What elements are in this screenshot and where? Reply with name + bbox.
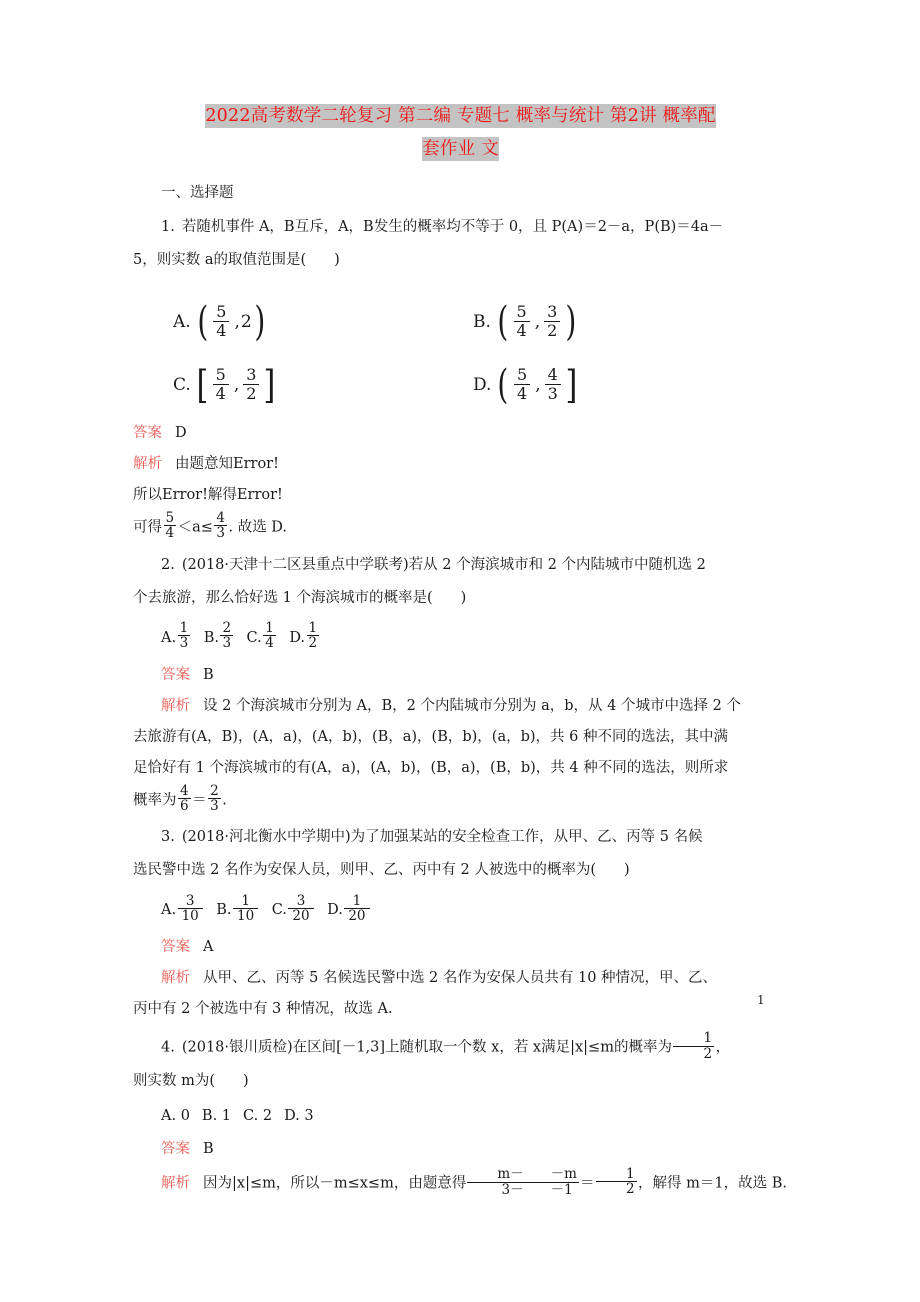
option-fraction-2: $\frac{4}{3}$: [545, 366, 561, 403]
analysis-label: 解析: [161, 970, 190, 987]
option-fraction: $\frac{1}{20}$: [344, 894, 369, 924]
page-title-line-2: 套作业 文: [422, 139, 499, 159]
answer-value: B: [203, 1140, 214, 1157]
option-tag: A.: [161, 902, 177, 919]
question-1-number: 1.: [161, 219, 175, 235]
answer-label: 答案: [161, 939, 190, 956]
question-1-stem: [133, 212, 788, 243]
analysis-final-prefix: 概率为: [133, 792, 177, 809]
question-4-stem-line-1a: (2018·银川质检)在区间[－1,3]上随机取一个数 x，若 x满足|x|≤m的概率为: [181, 1039, 672, 1056]
question-2-stem-line-2-wrap: [133, 583, 788, 614]
question-3-answer: [133, 932, 788, 963]
question-2-option-B[interactable]: [203, 620, 235, 652]
question-4-stem-line-2: 则实数 m为(: [133, 1072, 216, 1089]
option-tag: A.: [161, 629, 177, 646]
question-2-stem-paren-close: ): [460, 589, 467, 606]
question-2-option-C[interactable]: [246, 620, 278, 652]
answer-value: B: [203, 666, 214, 683]
question-3-stem-line-1: (2018·河北衡水中学期中)为了加强某站的安全检查工作，从甲、乙、丙等 5 名候: [181, 829, 703, 846]
question-4-stem: [133, 1031, 788, 1064]
question-2-analysis-line-3: [133, 753, 788, 784]
option-fraction: $\frac{3}{10}$: [178, 894, 203, 924]
option-tag: B.: [216, 902, 232, 919]
question-1-options-row-2: [173, 353, 788, 416]
option-tag: D.: [473, 374, 492, 395]
question-4-analysis: [133, 1167, 788, 1200]
question-3-options: [133, 890, 788, 930]
question-1-stem-line-2-wrap: [133, 245, 788, 276]
analysis-text: 从甲、乙、丙等 5 名候选民警中选 2 名作为安保人员共有 10 种情况，甲、乙、: [203, 970, 718, 987]
option-fraction: $\frac{1}{3}$: [179, 620, 189, 652]
option-tag: B.: [203, 629, 219, 646]
analysis-equals: ＝: [579, 1175, 595, 1192]
option-fraction-1: $\frac{5}{4}$: [213, 366, 229, 403]
analysis-text: 因为|x|≤m，所以－m≤x≤m，由题意得: [203, 1175, 467, 1192]
question-3-option-D[interactable]: [327, 892, 371, 924]
question-1-option-A[interactable]: A. ( $\frac{5}{4}$ , 2 ): [173, 298, 265, 345]
option-fraction: $\frac{1}{2}$: [308, 620, 318, 652]
option-fraction: $\frac{3}{20}$: [288, 894, 313, 924]
analysis-final-mid: ＝: [192, 792, 207, 809]
question-3-analysis-line-2: [133, 994, 788, 1025]
analysis-text: 丙中有 2 个被选中有 3 种情况，故选 A.: [133, 1001, 393, 1018]
analysis-label: 解析: [133, 456, 162, 472]
question-1-analysis-line-2: [133, 480, 788, 511]
option-tag: A.: [173, 311, 191, 332]
question-1-option-D[interactable]: D. ( $\frac{5}{4}$ , $\frac{4}{3}$ ]: [473, 361, 578, 408]
analysis-final-suffix: . 故选 D.: [228, 519, 288, 536]
option-comma: ,: [234, 311, 240, 332]
question-2-number: 2.: [161, 556, 175, 573]
option-fraction-2: $\frac{3}{2}$: [243, 366, 259, 403]
question-4-stem-line-2-wrap: [133, 1066, 788, 1097]
analysis-text: 去旅游有(A，B)，(A，a)，(A，b)，(B，a)，(B，b)，(a，b)，共 6 种不同的选法，其中满: [133, 728, 728, 745]
question-4-option-D[interactable]: D. 3: [284, 1107, 314, 1124]
analysis-fraction-2: $\frac{1}{2}$: [596, 1167, 637, 1197]
option-tag: C.: [173, 374, 191, 395]
analysis-text: 所以Error!解得Error!: [133, 487, 283, 503]
option-fraction-1: $\frac{5}{4}$: [514, 366, 530, 403]
analysis-fraction-1: $\frac{4}{6}$: [180, 782, 189, 814]
question-3-option-C[interactable]: [271, 892, 315, 924]
question-1-option-C[interactable]: C. [ $\frac{5}{4}$ , $\frac{3}{2}$ ]: [173, 362, 276, 407]
analysis-final-suffix: .: [222, 792, 227, 809]
question-2-options: [133, 618, 788, 658]
analysis-fraction-2: $\frac{2}{3}$: [210, 782, 219, 814]
question-2-stem: [133, 550, 788, 581]
question-3-option-B[interactable]: [216, 892, 259, 924]
analysis-text: 足恰好有 1 个海滨城市的有(A，a)，(A，b)，(B，a)，(B，b)，共 4 种不同的选法，则所求: [133, 759, 729, 776]
analysis-text: 由题意知Error!: [175, 456, 279, 472]
answer-label: 答案: [161, 1140, 190, 1157]
analysis-suffix: ，解得 m＝1，故选 B.: [638, 1175, 787, 1192]
option-tag: B.: [473, 311, 491, 332]
page-title-line-1: 2022高考数学二轮复习 第二编 专题七 概率与统计 第2讲 概率配: [205, 106, 716, 126]
answer-label: 答案: [133, 425, 162, 441]
option-fraction-1: $\frac{5}{4}$: [213, 303, 229, 340]
option-value-2: 2: [240, 311, 252, 332]
option-tag: D.: [289, 629, 306, 646]
question-2-option-D[interactable]: [289, 620, 320, 652]
question-1-options: [133, 290, 788, 416]
question-1-stem-paren-close: ): [334, 252, 340, 268]
option-fraction: $\frac{2}{3}$: [222, 620, 232, 652]
option-comma: ,: [535, 374, 541, 395]
option-tag: D.: [327, 902, 343, 919]
question-2-analysis-final: [133, 784, 788, 817]
answer-value: A: [203, 939, 214, 956]
question-4-stem-paren-close: ): [243, 1072, 249, 1089]
document-content: [133, 100, 788, 1200]
question-3-option-A[interactable]: [161, 892, 204, 924]
option-tag: C.: [271, 902, 287, 919]
question-2-option-A[interactable]: [161, 620, 192, 652]
question-4-option-B[interactable]: B. 1: [201, 1107, 232, 1124]
question-1-analysis-final: [133, 511, 788, 544]
question-4-answer: [133, 1134, 788, 1165]
analysis-text: 设 2 个海滨城市分别为 A，B，2 个内陆城市分别为 a，b，从 4 个城市中选择 2 个: [203, 697, 741, 714]
analysis-final-prefix: 可得: [133, 519, 162, 536]
question-1-stem-line-1: 若随机事件 A，B互斥，A，B发生的概率均不等于 0，且 P(A)＝2－a，P(B)＝4a－: [181, 219, 724, 235]
question-3-stem-line-2: 选民警中选 2 名作为安保人员，则甲、乙、丙中有 2 人被选中的概率为(: [133, 862, 597, 879]
question-2-stem-line-1: (2018·天津十二区县重点中学联考)若从 2 个海滨城市和 2 个内陆城市中随机选 2: [181, 556, 706, 573]
question-3-analysis-line-1: [133, 963, 788, 994]
question-3-stem: [133, 822, 788, 853]
option-comma: ,: [534, 311, 541, 332]
question-1-option-B[interactable]: B. ( $\frac{5}{4}$ , $\frac{3}{2}$ ): [473, 298, 577, 345]
question-4-probability-fraction: $\frac{1}{2}$: [673, 1031, 714, 1061]
option-fraction: $\frac{1}{10}$: [233, 894, 258, 924]
question-4-option-A[interactable]: A. 0: [161, 1107, 190, 1124]
analysis-fraction-2: $\frac{4}{3}$: [216, 510, 225, 542]
section-heading: 一、选择题: [161, 185, 234, 201]
analysis-label: 解析: [161, 697, 190, 714]
question-2-analysis-line-1: [133, 691, 788, 722]
question-1-answer: [133, 418, 788, 449]
question-4-stem-line-1b: ，: [715, 1039, 731, 1056]
question-4-option-C[interactable]: C. 2: [243, 1107, 273, 1124]
answer-value: D: [175, 425, 187, 441]
question-3-stem-line-2-wrap: [133, 855, 788, 886]
option-fraction: $\frac{1}{4}$: [265, 620, 274, 652]
question-3-number: 3.: [161, 829, 175, 846]
analysis-label: 解析: [161, 1175, 190, 1192]
question-1-options-row-1: [173, 290, 788, 353]
question-4-options: [133, 1101, 788, 1132]
analysis-fraction-1: $\frac{5}{4}$: [165, 510, 175, 542]
question-4-number: 4.: [161, 1039, 175, 1056]
analysis-composite-fraction: $\frac{m- -m}{3- -1}$: [467, 1167, 579, 1197]
page-number: 1: [757, 993, 765, 1007]
answer-label: 答案: [161, 666, 190, 683]
option-fraction-2: $\frac{3}{2}$: [544, 303, 560, 340]
option-tag: C.: [246, 629, 262, 646]
analysis-final-mid: ＜a≤: [177, 519, 213, 536]
page-title: [133, 100, 788, 166]
question-2-answer: [133, 660, 788, 691]
question-2-analysis-line-2: [133, 722, 788, 753]
question-3-stem-paren-close: ): [624, 862, 630, 879]
question-1-stem-line-2: 5，则实数 a的取值范围是(: [133, 252, 307, 268]
question-2-stem-line-2: 个去旅游，那么恰好选 1 个海滨城市的概率是(: [133, 589, 433, 606]
question-1-analysis-line-1: [133, 449, 788, 480]
option-fraction-1: $\frac{5}{4}$: [514, 303, 530, 340]
option-comma: ,: [233, 374, 240, 395]
